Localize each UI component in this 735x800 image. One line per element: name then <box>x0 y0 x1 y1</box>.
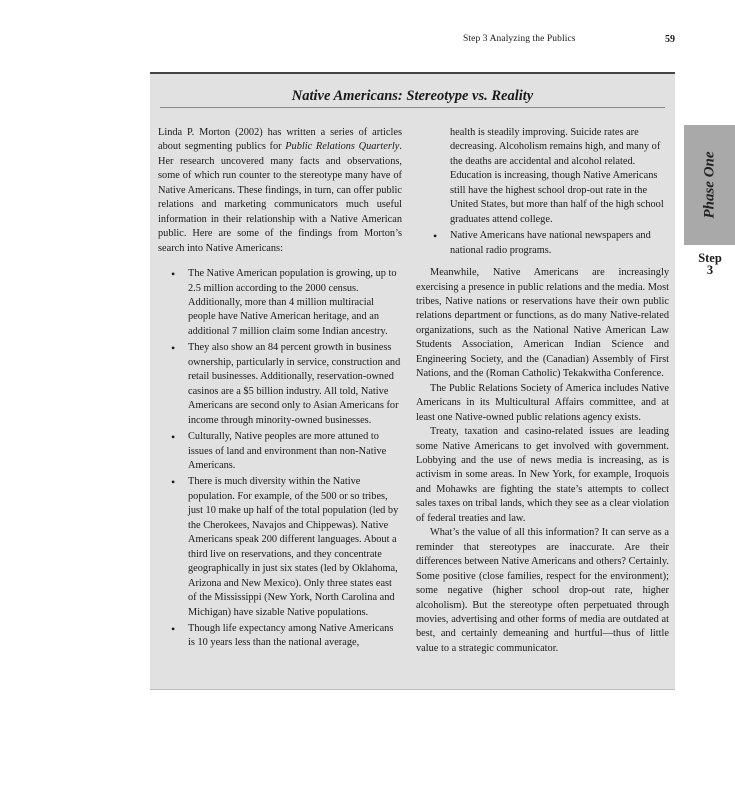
intro-paragraph <box>158 126 402 256</box>
body-paragraph: The Public Relations Society of America includes Native Americans in its Multicultural Affairs committee, and at least one Native-owned public relations agency exists. <box>416 382 669 423</box>
body-text <box>416 266 669 656</box>
phase-tab <box>684 125 735 245</box>
phase-label: Phase One <box>701 151 717 219</box>
left-column <box>158 126 402 653</box>
body-paragraph: Treaty, taxation and casino-related issues are leading some Native Americans to get involved with government. Lobbying and the use of news media is increasing, as is activism in some areas. In New York, for example, Iroquois and Mohawks are fighting the state’s attempts to collect sales taxes on tribal lands, which they see as a clear violation of federal treaties and law. <box>416 426 669 524</box>
step-number: 3 <box>706 263 714 277</box>
body-paragraph: What’s the value of all this information? It can serve as a reminder that stereotypes are inaccurate. Are their differences between Native Americans and others? Certainly. Some positive (close families, respect for the environment); some negative (higher school drop-out rate, higher alcoholism). But the stereotype often perpetuated through movies, advertising and other forms of media are outdated at best, and certainly demeaning and hurtful—thus of little value to a strategic communicator. <box>416 527 669 654</box>
finding-item-continued: health is steadily improving. Suicide rates are decreasing. Alcoholism remains high, and many of the deaths are accidental and alcohol related. Education is increasing, though Native Americans still have the highest school drop-out rate in the United States, but more than half of the high school graduates attend college. <box>450 127 664 225</box>
step-label: Step <box>698 251 722 265</box>
intro-text-end: . Her research uncovered many facts and observations, some of which run counter to the stereotype many have of Native Americans. These findings, in turn, can offer public relations and marketing communicators much useful information in their relationship with a Native American public. Here are some of the findings from Morton’s search into Native Americans: <box>158 141 402 254</box>
body-paragraph: Meanwhile, Native Americans are increasingly exercising a presence in public relations and the media. Most tribes, Native nations or reservations have their own public relations department or functions, as do many Native-related organizations, such as the National Native American Law Students Association, American Indian Science and Engineering Society, and the (Canadian) Assembly of First Nations, and the (Roman Catholic) Tekakwitha Conference. <box>416 267 669 380</box>
findings-list-continued <box>416 126 669 258</box>
intro-text-start: Linda P. Morton (2002) has written a series of articles about segmenting publics for <box>158 127 402 153</box>
finding-item: • Native Americans have national newspapers and national radio programs. <box>450 229 669 258</box>
box-title: Native Americans: Stereotype vs. Reality <box>291 88 534 104</box>
finding-item: • They also show an 84 percent growth in business ownership, particularly in service, construction and retail businesses. Additionally, reservation-owned casinos are a $5 billion industry. All told, Native Americans are second only to Asian Americans for income through minority-owned businesses. <box>188 341 402 428</box>
finding-item: • The Native American population is growing, up to 2.5 million according to the 2000 census. Additionally, more than 4 million multiracial people have Native American heritage, and an additional 7 million claim some Indian ancestry. <box>188 267 402 339</box>
journal-title: Public Relations Quarterly <box>285 141 400 153</box>
title-divider <box>160 107 665 108</box>
finding-item: • Culturally, Native peoples are more attuned to issues of land and environment than non-Native Americans. <box>188 430 402 473</box>
step-marker <box>688 252 732 276</box>
sidebar-box <box>150 72 675 689</box>
finding-item: • There is much diversity within the Native population. For example, of the 500 or so tribes, just 10 make up half of the total population (led by the Cherokees, Navajos and Chippewas). Native Americans speak 200 different languages. About a third live on reservations, and they concentrate geographically in just six states (led by Oklahoma, Arizona and New Mexico). Only three states east of the Mississippi (New York, North Carolina and Michigan) have sizable Native populations. <box>188 475 402 620</box>
running-head: Step 3 Analyzing the Publics <box>463 34 576 44</box>
right-column <box>416 126 669 656</box>
finding-item: • Though life expectancy among Native Americans is 10 years less than the national average, <box>188 622 402 651</box>
findings-list <box>158 267 402 651</box>
page-number: 59 <box>665 34 675 45</box>
